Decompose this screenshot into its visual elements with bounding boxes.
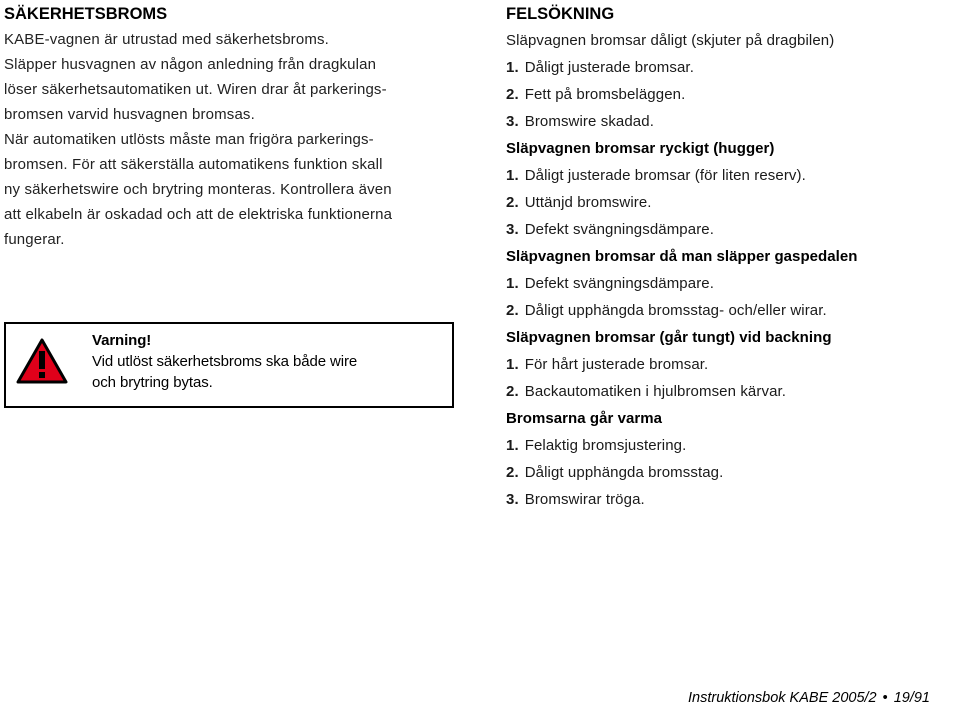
item-text: Dåligt upphängda bromsstag- och/eller wirar. [524,302,827,319]
warning-line: Vid utlöst säkerhetsbroms ska både wire [92,353,358,370]
item-text: Defekt svängningsdämpare. [524,221,714,238]
section-heading-sakerhetsbroms: SÄKERHETSBROMS [4,5,168,23]
troubleshoot-item [506,54,946,81]
intro-paragraph [4,27,454,252]
troubleshoot-item [506,108,946,135]
troubleshoot-subheading: Släpvagnen bromsar ryckigt (hugger) [506,140,775,157]
paragraph-line: fungerar. [4,231,65,248]
item-number: 2. [506,383,519,400]
item-text: För hårt justerade bromsar. [524,356,709,373]
paragraph-line: bromsen varvid husvagnen bromsas. [4,106,255,123]
item-text: Fett på bromsbeläggen. [524,86,686,103]
item-number: 1. [506,356,519,373]
paragraph-line: bromsen. För att säkerställa automatikens funktion skall [4,156,383,173]
page-number: 19/91 [893,690,930,706]
troubleshoot-title: Släpvagnen bromsar dåligt (skjuter på dragbilen) [506,32,835,49]
item-number: 3. [506,221,519,238]
warning-triangle-icon [16,338,68,384]
footer-separator: • [882,690,888,706]
section-heading-felsokning: FELSÖKNING [506,5,615,23]
paragraph-line: När automatiken utlösts måste man frigöra parkerings- [4,131,374,148]
troubleshoot-item [506,81,946,108]
item-text: Dåligt justerade bromsar (för liten reserv). [524,167,806,184]
item-number: 3. [506,113,519,130]
troubleshoot-item [506,189,946,216]
item-number: 2. [506,464,519,481]
item-number: 3. [506,491,519,508]
item-number: 1. [506,167,519,184]
troubleshoot-item [506,162,946,189]
troubleshoot-subheading: Släpvagnen bromsar då man släpper gaspedalen [506,248,858,265]
item-number: 2. [506,86,519,103]
troubleshoot-item [506,459,946,486]
item-text: Defekt svängningsdämpare. [524,275,714,292]
troubleshoot-item [506,486,946,513]
troubleshoot-item [506,432,946,459]
paragraph-line: Släpper husvagnen av någon anledning från dragkulan [4,56,377,73]
paragraph-line: KABE-vagnen är utrustad med säkerhetsbroms. [4,31,329,48]
troubleshoot-subheading: Släpvagnen bromsar (går tungt) vid backning [506,329,832,346]
paragraph-line: löser säkerhetsautomatiken ut. Wiren drar åt parkerings- [4,81,387,98]
troubleshoot-item [506,351,946,378]
item-text: Backautomatiken i hjulbromsen kärvar. [524,383,787,400]
warning-title: Varning! [92,332,152,349]
item-number: 2. [506,302,519,319]
warning-box [4,322,454,408]
item-text: Bromswire skadad. [524,113,654,130]
item-text: Uttänjd bromswire. [524,194,652,211]
troubleshoot-subheading: Bromsarna går varma [506,410,663,427]
paragraph-line: att elkabeln är oskadad och att de elektriska funktionerna [4,206,393,223]
footer-document-title: Instruktionsbok KABE 2005/2 [688,690,877,706]
troubleshoot-item [506,378,946,405]
item-number: 1. [506,59,519,76]
right-column [506,4,946,513]
item-text: Dåligt justerade bromsar. [524,59,694,76]
left-column [4,4,459,252]
paragraph-line: ny säkerhetswire och brytring monteras. Kontrollera även [4,181,392,198]
item-text: Bromswirar tröga. [524,491,645,508]
troubleshoot-item [506,297,946,324]
item-number: 1. [506,437,519,454]
troubleshoot-item [506,270,946,297]
item-text: Felaktig bromsjustering. [524,437,687,454]
item-text: Dåligt upphängda bromsstag. [524,464,724,481]
item-number: 2. [506,194,519,211]
page-footer [688,690,930,707]
item-number: 1. [506,275,519,292]
troubleshoot-item [506,216,946,243]
warning-line: och brytring bytas. [92,374,213,391]
warning-text [92,330,357,393]
